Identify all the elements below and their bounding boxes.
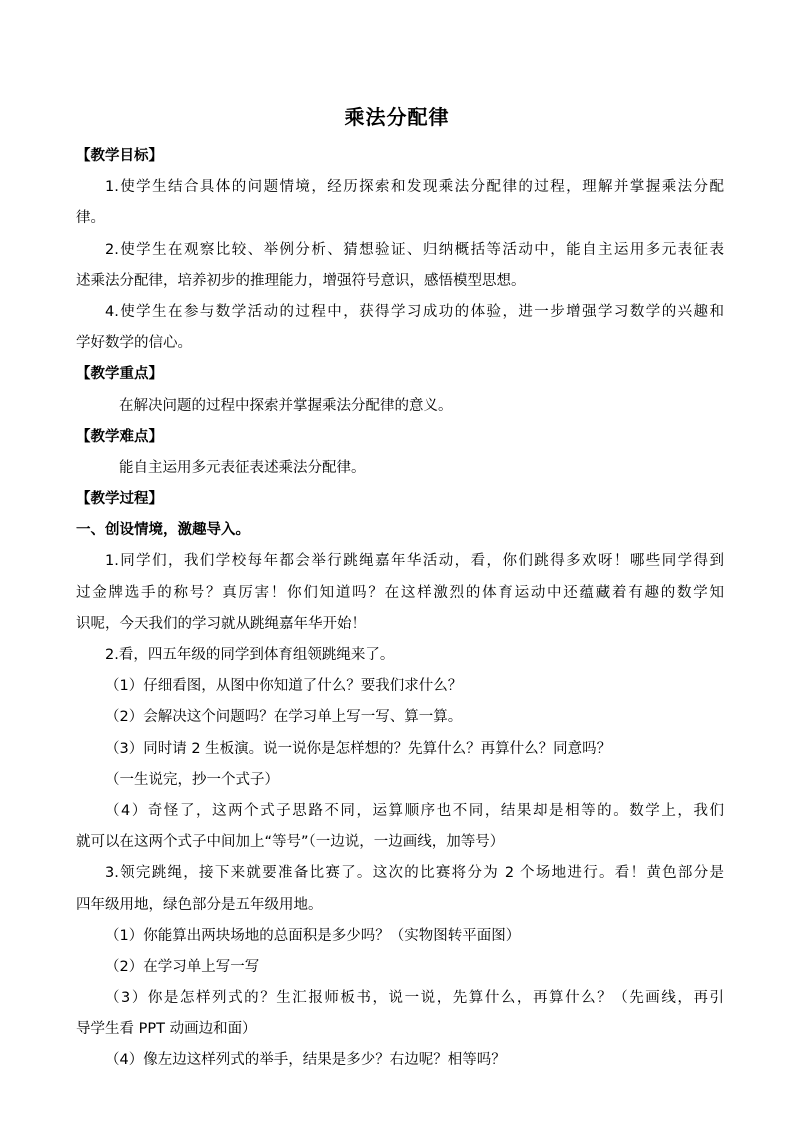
text-line: 识呢，今天我们的学习就从跳绳嘉年华开始！ [76,615,366,632]
section-heading: 【教学过程】 [76,491,163,508]
text-line: （1）仔细看图，从图中你知道了什么？要我们求什么？ [105,678,463,695]
text-line: 四年级用地，绿色部分是五年级用地。 [76,896,323,913]
text-line: （2）会解决这个问题吗？在学习单上写一写、算一算。 [105,709,463,726]
text-line: 过金牌选手的称号？真厉害！你们知道吗？在这样激烈的体育运动中还蕴藏着有趣的数学知 [76,584,724,601]
document-body [76,141,724,1077]
text-line: （4）像左边这样列式的举手，结果是多少？右边呢？相等吗？ [105,1052,506,1069]
section-heading: 【教学难点】 [76,428,163,445]
section-heading: 【教学重点】 [76,366,163,383]
section-heading: 【教学目标】 [76,148,163,164]
text-line: 述乘法分配律，培养初步的推理能力，增强符号意识，感悟模型思想。 [76,272,526,289]
text-line: 1.同学们，我们学校每年都会举行跳绳嘉年华活动，看，你们跳得多欢呀！哪些同学得到 [105,553,724,570]
text-line: 4.使学生在参与数学活动的过程中，获得学习成功的体验，进一步增强学习数学的兴趣和 [105,303,724,320]
page-title: 乘法分配律 [344,105,450,129]
text-line: （3）同时请 2 生板演。说一说你是怎样想的？先算什么？再算什么？同意吗？ [105,740,612,757]
text-line: （2）在学习单上写一写 [105,958,260,975]
text-line: 1.使学生结合具体的问题情境，经历探索和发现乘法分配律的过程，理解并掌握乘法分配 [105,179,724,196]
text-line: 2.使学生在观察比较、举例分析、猜想验证、归纳概括等活动中，能自主运用多元表征表 [105,241,724,258]
text-line: 3.领完跳绳，接下来就要准备比赛了。这次的比赛将分为 2 个场地进行。看！黄色部分是 [105,865,724,882]
text-line: 学好数学的信心。 [76,335,192,352]
text-line: 就可以在这两个式子中间加上“等号”（一边说，一边画线，加等号） [76,834,505,851]
text-line: 律。 [76,210,105,227]
text-line: （一生说完，抄一个式子） [105,771,279,788]
section-heading: 一、创设情境，激趣导入。 [76,522,250,539]
text-line: 能自主运用多元表征表述乘法分配律。 [119,459,366,476]
text-line: 2.看，四五年级的同学到体育组领跳绳来了。 [105,647,395,663]
text-line: （1）你能算出两块场地的总面积是多少吗？（实物图转平面图） [105,927,521,944]
text-line: （3）你是怎样列式的？生汇报师板书，说一说，先算什么，再算什么？（先画线，再引 [105,990,724,1007]
text-line: 导学生看 PPT 动画边和面） [76,1021,257,1038]
text-line: 在解决问题的过程中探索并掌握乘法分配律的意义。 [119,397,453,414]
text-line: （4）奇怪了，这两个式子思路不同，运算顺序也不同，结果却是相等的。数学上，我们 [105,802,724,819]
